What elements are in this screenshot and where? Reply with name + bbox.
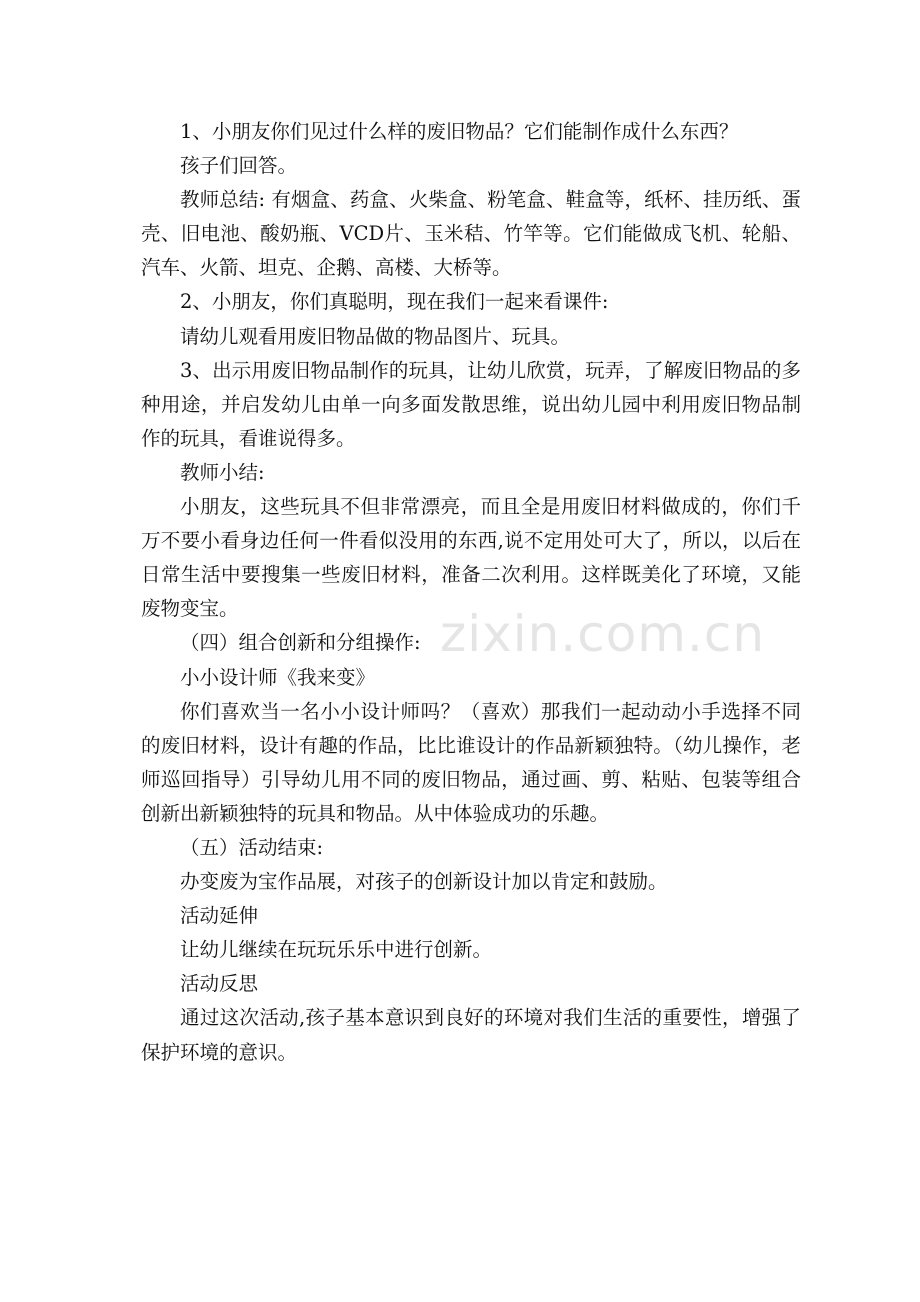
watermark: zixin.com.cn	[440, 605, 766, 663]
paragraph-designer-activity: 你们喜欢当一名小小设计师吗？（喜欢）那我们一起动动小手选择不同的废旧材料，设计有趣的作品，比比谁设计的作品新颖独特。（幼儿操作，老师巡回指导）引导幼儿用不同的废旧物品，通过画、剪、粘贴、包装等组合创新出新颖独特的玩具和物品。从中体验成功的乐趣。	[141, 699, 801, 825]
paragraph-watch-courseware: 请幼儿观看用废旧物品做的物品图片、玩具。	[180, 324, 571, 348]
paragraph-teacher-summary: 教师总结: 有烟盒、药盒、火柴盒、粉笔盒、鞋盒等，纸杯、挂历纸、蛋壳、旧电池、酸奶瓶、VCD片、玉米秸、竹竿等。它们能做成飞机、轮船、汽车、火箭、坦克、企鹅、高楼、大桥等。	[141, 188, 801, 280]
section-heading-extension: 活动延伸	[180, 904, 259, 928]
paragraph-extension: 让幼儿继续在玩玩乐乐中进行创新。	[180, 938, 493, 962]
paragraph-children-answer: 孩子们回答。	[180, 154, 298, 178]
paragraph-designer-title: 小小设计师《我来变》	[180, 665, 376, 689]
paragraph-question-3: 3、出示用废旧物品制作的玩具，让幼儿欣赏，玩弄，了解废旧物品的多种用途，并启发幼儿由单一向多面发散思维，说出幼儿园中利用废旧物品制作的玩具，看谁说得多。	[141, 358, 801, 450]
paragraph-teacher-conclusion-heading: 教师小结:	[180, 460, 265, 484]
paragraph-reflection: 通过这次活动,孩子基本意识到良好的环境对我们生活的重要性，增强了保护环境的意识。	[141, 1006, 801, 1064]
paragraph-exhibition: 办变废为宝作品展，对孩子的创新设计加以肯定和鼓励。	[180, 870, 668, 894]
section-heading-4: （四）组合创新和分组操作:	[180, 631, 421, 655]
paragraph-teacher-conclusion: 小朋友，这些玩具不但非常漂亮，而且全是用废旧材料做成的，你们千万不要小看身边任何一件看似没用的东西,说不定用处可大了，所以，以后在日常生活中要搜集一些废旧材料，准备二次利用。这样既美化了环境，又能废物变宝。	[141, 495, 801, 621]
paragraph-question-2: 2、小朋友，你们真聪明，现在我们一起来看课件:	[180, 290, 609, 314]
paragraph-question-1: 1、小朋友你们见过什么样的废旧物品？它们能制作成什么东西？	[180, 120, 739, 143]
document-body	[141, 115, 801, 1070]
section-heading-5: （五）活动结束:	[180, 835, 324, 859]
section-heading-reflection: 活动反思	[180, 972, 259, 996]
